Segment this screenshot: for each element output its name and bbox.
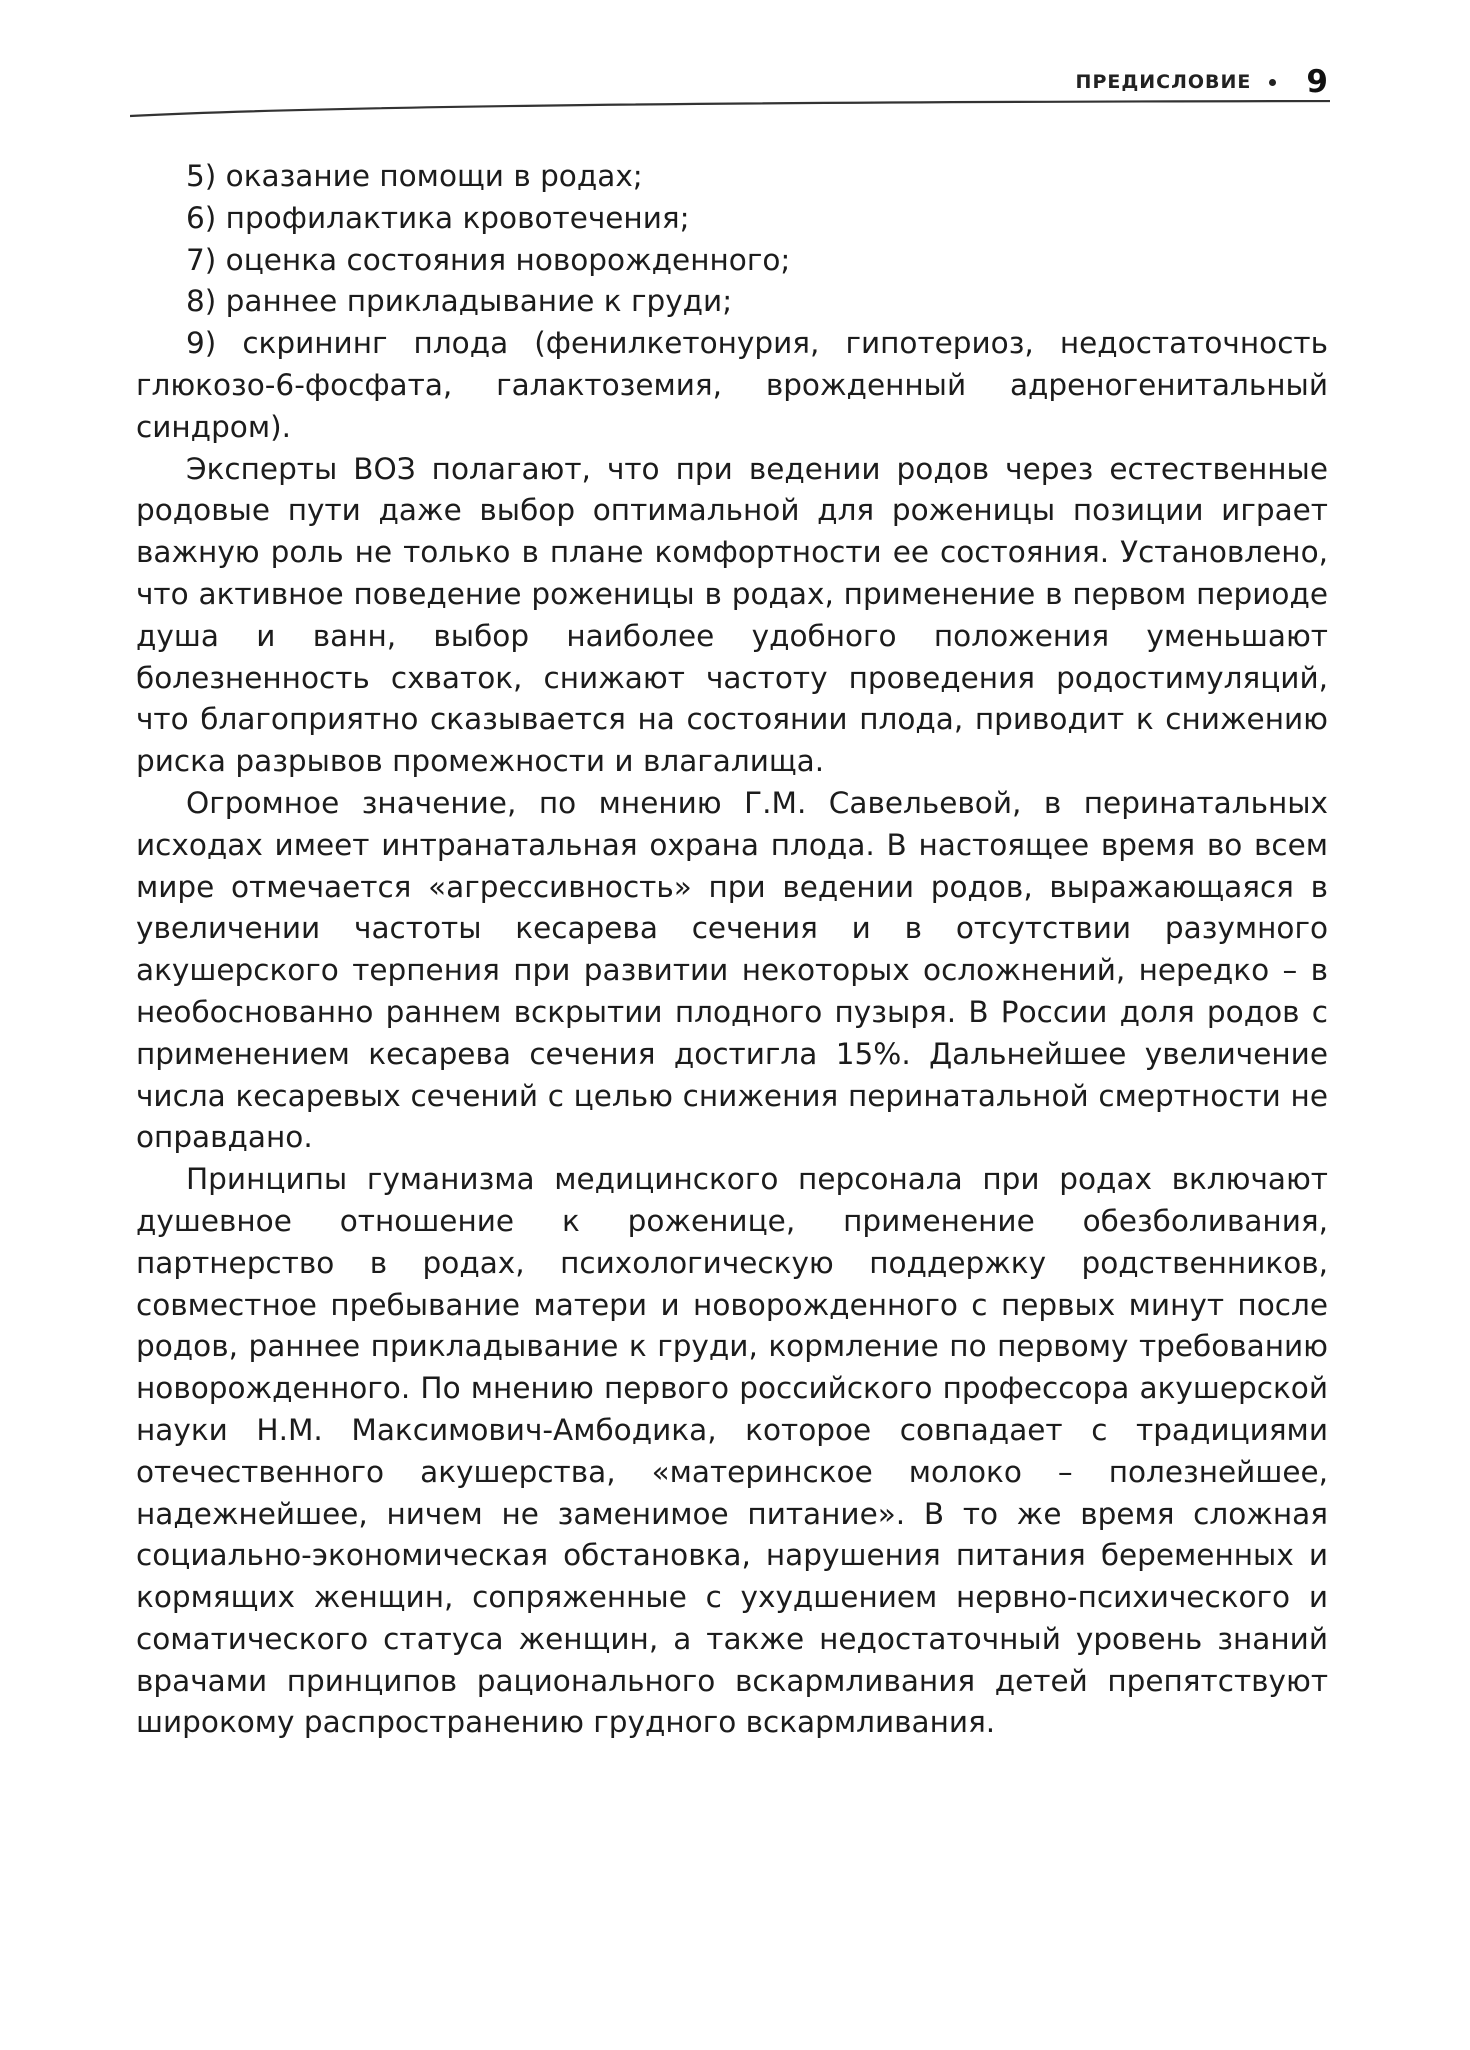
paragraph-humanism: Принципы гуманизма медицинского персонала при родах включают душевное отношение к роженице, применение обезболивания, партнерство в родах, психологическую поддержку родственников, совместное пребывание матери и новорожденного с первых минут после родов, раннее прикладывание к груди, кормление по первому требованию новорожденного. По мнению первого российского профессора акушерской науки Н.М. Максимович-Амбодика, которое совпадает с традициями отечественного акушерства, «материнское молоко – полезнейшее, надежнейшее, ничем не заменимое питание». В то же время сложная социально-экономическая обстановка, нарушения питания беременных и кормящих женщин, сопряженные с ухудшением нервно-психического и соматического статуса женщин, а также недостаточный уровень знаний врачами принципов рационального вскармливания детей препятствуют широкому распространению грудного вскармливания.	[136, 1162, 1328, 1740]
paragraph-who-experts: Эксперты ВОЗ полагают, что при ведении родов через естественные родовые пути даже выбор оптимальной для роженицы позиции играет важную роль не только в плане комфортности ее состояния. Установлено, что активное поведение роженицы в родах, применение в первом периоде душа и ванн, выбор наиболее удобного положения уменьшают болезненность схваток, снижают частоту проведения родостимуляций, что благоприятно сказывается на состоянии плода, приводит к снижению риска разрывов промежности и влагалища.	[136, 451, 1328, 779]
bullet-separator	[1269, 79, 1276, 86]
list-item-9: 9) скрининг плода (фенилкетонурия, гипотериоз, недостаточность глюкозо-6-фосфата, галактоземия, врожденный адреногенитальный синдром).	[136, 326, 1328, 444]
paragraph-savelyeva: Огромное значение, по мнению Г.М. Савельевой, в перинатальных исходах имеет интранатальная охрана плода. В настоящее время во всем мире отмечается «агрессивность» при ведении родов, выражающаяся в увеличении частоты кесарева сечения и в отсутствии разумного акушерского терпения при развитии некоторых осложнений, нередко – в необоснованно раннем вскрытии плодного пузыря. В России доля родов с применением кесарева сечения достигла 15%. Дальнейшее увеличение числа кесаревых сечений с целью снижения перинатальной смертности не оправдано.	[136, 785, 1328, 1155]
list-item-7: 7) оценка состояния новорожденного;	[186, 242, 791, 277]
body-text	[136, 156, 1328, 1744]
list-item-6: 6) профилактика кровотечения;	[186, 200, 690, 235]
header-rule	[130, 100, 1330, 120]
page-number: 9	[1306, 64, 1328, 100]
list-item-5: 5) оказание помощи в родах;	[186, 159, 643, 193]
section-title: ПРЕДИСЛОВИЕ	[1075, 71, 1252, 93]
running-header	[1060, 62, 1328, 102]
list-item-8: 8) раннее прикладывание к груди;	[186, 284, 733, 319]
